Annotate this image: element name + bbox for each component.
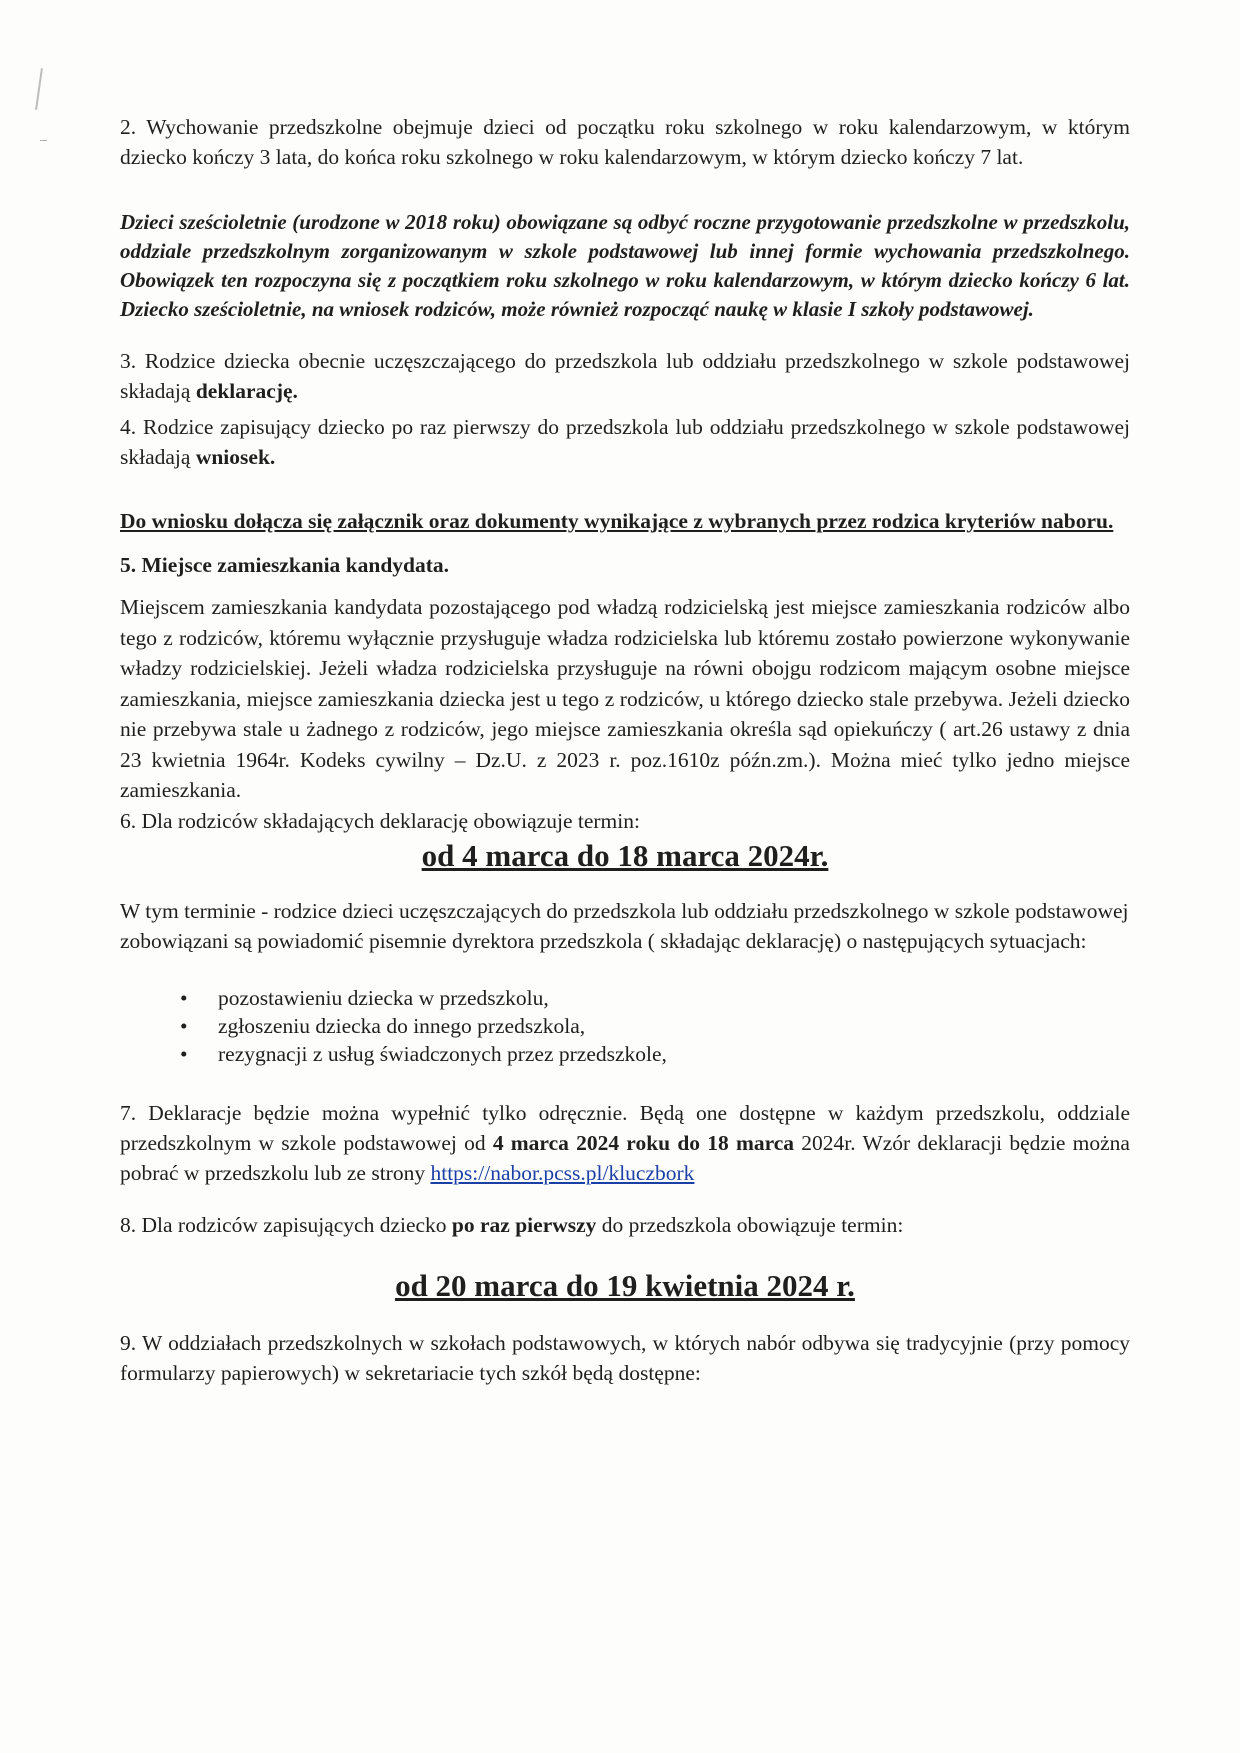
paragraph-4	[120, 412, 1130, 472]
recruitment-link[interactable]: https://nabor.pcss.pl/kluczbork	[430, 1160, 695, 1185]
list-item: • rezygnacji z usług świadczonych przez przedszkole,	[180, 1040, 1130, 1068]
paragraph-4-text: 4. Rodzice zapisujący dziecko po raz pierwszy do przedszkola lub oddziału przedszkolnego w szkole podstawowej składają	[120, 415, 1130, 469]
paragraph-7-text-a: 7. Deklaracje będzie można wypełnić tylko odręcznie. Będą one dostępne w każdym przedszkolu, oddziale przedszkolnym w szkole podstawowej od	[120, 1100, 1130, 1155]
paragraph-3	[120, 346, 1130, 406]
application-keyword: wniosek.	[195, 445, 276, 469]
declaration-deadline: od 4 marca do 18 marca 2024r.	[421, 837, 829, 873]
list-item: • zgłoszeniu dziecka do innego przedszkola,	[180, 1012, 1130, 1040]
paragraph-3-text: 3. Rodzice dziecka obecnie uczęszczającego do przedszkola lub oddziału przedszkolnego w szkole podstawowej składają	[120, 349, 1130, 403]
term-note: W tym terminie - rodzice dzieci uczęszczających do przedszkola lub oddziału przedszkolnego w szkole podstawowej zobowiązani są powiadomić pisemnie dyrektora przedszkola ( składając deklarację) o następujących sytuacjach:	[120, 898, 1129, 953]
paragraph-8-text-a: 8. Dla rodziców zapisujących dziecko	[120, 1212, 452, 1237]
first-time-keyword: po raz pierwszy	[451, 1212, 597, 1237]
attachment-note: Do wniosku dołącza się załącznik oraz dokumenty wynikające z wybranych przez rodzica kryteriów naboru.	[120, 509, 1114, 533]
paragraph-8	[120, 1210, 1130, 1240]
scan-margin-mark	[35, 68, 43, 110]
list-item: • pozostawieniu dziecka w przedszkolu,	[180, 984, 1130, 1012]
paragraph-2: 2. Wychowanie przedszkolne obejmuje dzieci od początku roku szkolnego w roku kalendarzowym, w którym dziecko kończy 3 lata, do końca roku szkolnego w roku kalendarzowym, w którym dziecko kończy 7 lat.	[120, 115, 1130, 169]
residence-paragraph: Miejscem zamieszkania kandydata pozostającego pod władzą rodzicielską jest miejsce zamieszkania rodziców albo tego z rodziców, któremu wyłącznie przysługuje władza rodzicielska lub któremu zostało powierzone wykonywanie władzy rodzicielskiej. Jeżeli władza rodzicielska przysługuje na równi obojgu rodzicom mającym osobne miejsce zamieszkania, miejsce zamieszkania dziecka jest u tego z rodziców, u którego dziecko stale przebywa. Jeżeli dziecko nie przebywa stale u żadnego z rodziców, jego miejsce zamieszkania określa sąd opiekuńczy ( art.26 ustawy z dnia 23 kwietnia 1964r. Kodeks cywilny – Dz.U. z 2023 r. poz.1610z późn.zm.). Można mieć tylko jedno miejsce zamieszkania.	[120, 595, 1130, 802]
paragraph-7-text-b: 2024r. Wzór deklaracji będzie można pobrać w przedszkolu lub ze strony	[120, 1130, 1130, 1185]
application-deadline: od 20 marca do 19 kwietnia 2024 r.	[395, 1267, 855, 1303]
paragraph-9: 9. W oddziałach przedszkolnych w szkołach podstawowych, w których nabór odbywa się tradycyjnie (przy pomocy formularzy papierowych) w sekretariacie tych szkół będą dostępne:	[120, 1330, 1130, 1385]
paragraph-7	[120, 1098, 1130, 1188]
paragraph-8-text-b: do przedszkola obowiązuje termin:	[596, 1212, 904, 1237]
declaration-keyword: deklarację.	[195, 379, 298, 403]
declaration-dates: 4 marca 2024 roku do 18 marca	[492, 1130, 795, 1155]
situations-list	[120, 984, 1130, 1068]
scan-margin-mark	[40, 140, 47, 141]
section-5-heading-text: 5. Miejsce zamieszkania kandydata.	[120, 553, 450, 577]
document-body	[120, 112, 1130, 1388]
section-5-heading	[120, 550, 1130, 580]
six-year-old-note: Dzieci sześcioletnie (urodzone w 2018 roku) obowiązane są odbyć roczne przygotowanie przedszkolne w przedszkolu, oddziale przedszkolnym zorganizowanym w szkole podstawowej lub innej formie wychowania przedszkolnego. Obowiązek ten rozpoczyna się z początkiem roku szkolnego w roku kalendarzowym, w którym dziecko kończy 6 lat. Dziecko sześcioletnie, na wniosek rodziców, może również rozpocząć naukę w klasie I szkoły podstawowej.	[120, 210, 1130, 321]
paragraph-6: 6. Dla rodziców składających deklarację obowiązuje termin:	[120, 808, 640, 833]
